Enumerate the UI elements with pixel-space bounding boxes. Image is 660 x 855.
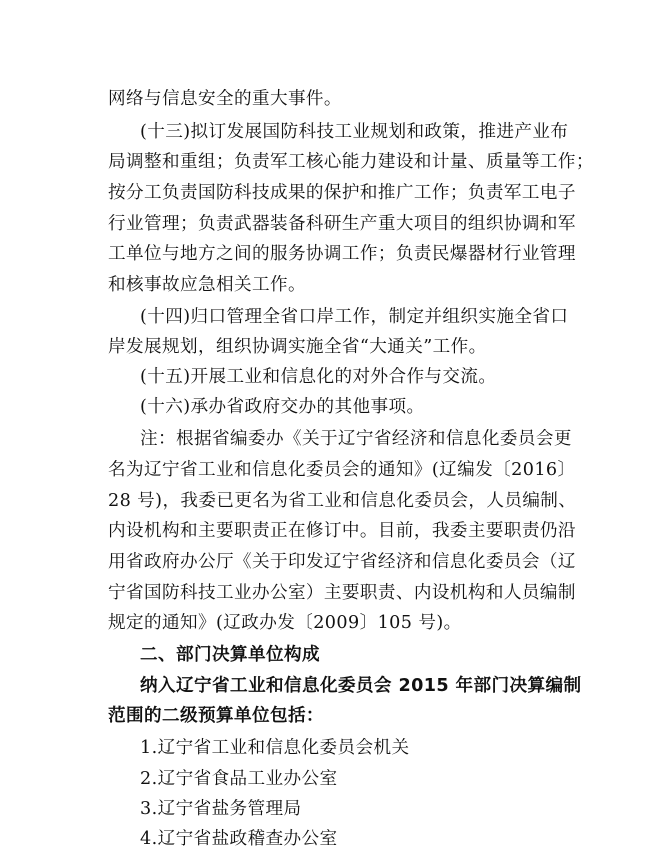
note-line-3: 28 号)，我委已更名为省工业和信息化委员会，人员编制、: [108, 491, 577, 511]
note-line-4: 内设机构和主要职责正在修订中。目前，我委主要职责仍沿: [108, 521, 576, 541]
list-item: 4.辽宁省盐政稽查办公室: [140, 829, 338, 849]
note-line-1: 注：根据省编委办《关于辽宁省经济和信息化委员会更: [140, 429, 572, 449]
note-line-5: 用省政府办公厅《关于印发辽宁省经济和信息化委员会（辽: [108, 552, 576, 572]
note-line-2: 名为辽宁省工业和信息化委员会的通知》(辽编发〔2016〕: [108, 460, 576, 480]
list-item: 3.辽宁省盐务管理局: [140, 799, 302, 819]
bold-paragraph-line-2: 范围的二级预算单位包括：: [108, 706, 324, 726]
paragraph-14-line-2: 岸发展规划，组织协调实施全省“大通关”工作。: [108, 337, 487, 357]
paragraph-13-line-3: 按分工负责国防科技成果的保护和推广工作；负责军工电子: [108, 183, 576, 203]
paragraph-13-line-4: 行业管理；负责武器装备科研生产重大项目的组织协调和军: [108, 214, 576, 234]
paragraph-13-line-5: 工单位与地方之间的服务协调工作；负责民爆器材行业管理: [108, 244, 576, 264]
paragraph-14-line-1: (十四)归口管理全省口岸工作，制定并组织实施全省口: [140, 307, 569, 327]
text-line: 网络与信息安全的重大事件。: [108, 89, 342, 109]
list-item: 2.辽宁省食品工业办公室: [140, 769, 338, 789]
note-line-7: 规定的通知》(辽政办发〔2009〕105 号)。: [108, 613, 462, 633]
paragraph-16: (十六)承办省政府交办的其他事项。: [140, 397, 425, 417]
paragraph-13-line-2: 局调整和重组；负责军工核心能力建设和计量、质量等工作；: [108, 152, 594, 172]
bold-paragraph-line-1: 纳入辽宁省工业和信息化委员会 2015 年部门决算编制: [140, 676, 582, 696]
section-heading: 二、部门决算单位构成: [140, 645, 320, 665]
paragraph-15: (十五)开展工业和信息化的对外合作与交流。: [140, 367, 497, 387]
paragraph-13-line-1: (十三)拟订发展国防科技工业规划和政策，推进产业布: [140, 122, 569, 142]
paragraph-13-line-6: 和核事故应急相关工作。: [108, 275, 306, 295]
list-item: 1.辽宁省工业和信息化委员会机关: [140, 738, 410, 758]
note-line-6: 宁省国防科技工业办公室）主要职责、内设机构和人员编制: [108, 583, 576, 603]
